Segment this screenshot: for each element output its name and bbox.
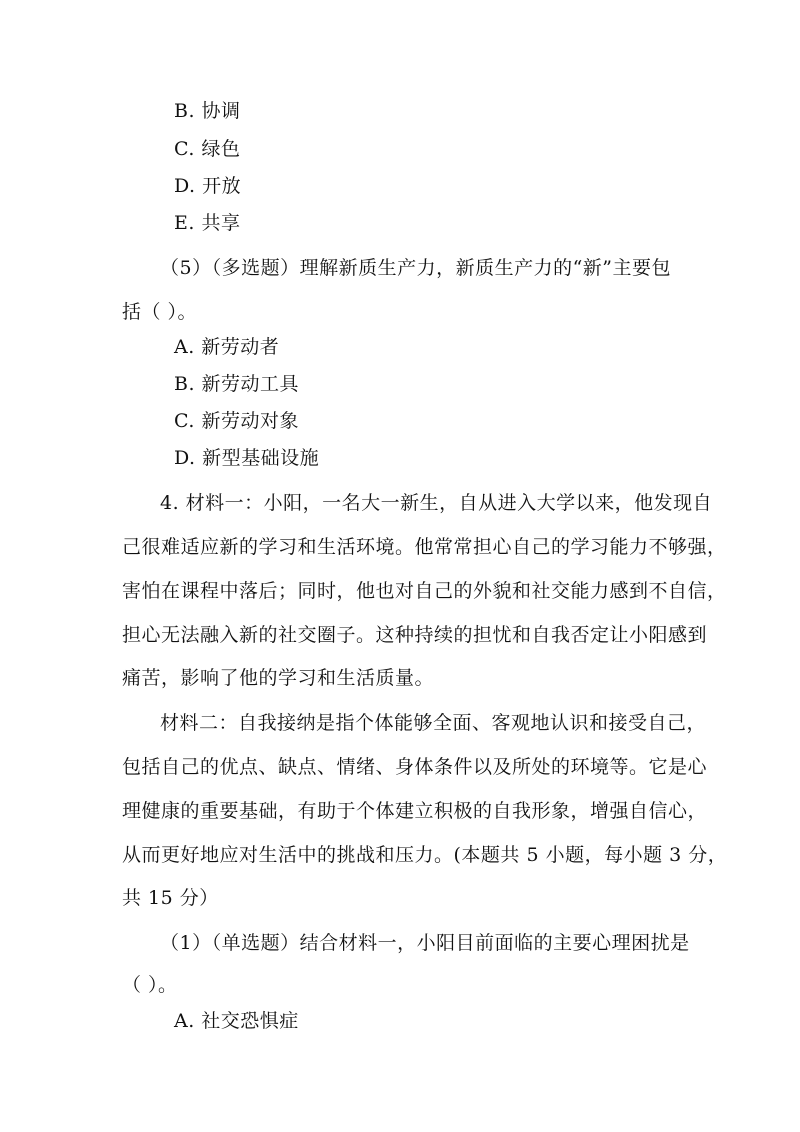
material-2-line-2: 包括自己的优点、缺点、情绪、身体条件以及所处的环境等。它是心 <box>122 756 708 778</box>
material-2-line-4: 从而更好地应对生活中的挑战和压力。(本题共 5 小题，每小题 3 分， <box>122 844 728 866</box>
option-c-green: C. 绿色 <box>174 138 241 160</box>
q5-option-b: B. 新劳动工具 <box>174 373 300 395</box>
option-b-coordination: B. 协调 <box>174 100 241 122</box>
material-1-line-4: 担心无法融入新的社交圈子。这种持续的担忧和自我否定让小阳感到 <box>122 624 708 646</box>
q4-1-option-a: A. 社交恐惧症 <box>174 1010 299 1032</box>
option-d-open: D. 开放 <box>174 175 242 197</box>
q5-option-c: C. 新劳动对象 <box>174 410 299 432</box>
q4-1-stem-line-1: （1）（单选题）结合材料一，小阳目前面临的主要心理困扰是 <box>160 932 690 954</box>
q4-1-stem-line-2: （ ）。 <box>122 974 178 996</box>
q5-option-a: A. 新劳动者 <box>174 336 280 358</box>
material-2-line-5: 共 15 分） <box>122 887 219 909</box>
material-1-line-2: 己很难适应新的学习和生活环境。他常常担心自己的学习能力不够强， <box>122 536 727 558</box>
q5-stem-line-2: 括（ ）。 <box>122 301 198 323</box>
material-2-line-3: 理健康的重要基础，有助于个体建立积极的自我形象，增强自信心， <box>122 800 708 822</box>
material-1-line-1: 4. 材料一：小阳，一名大一新生，自从进入大学以来，他发现自 <box>160 492 713 514</box>
q5-stem-line-1: （5）（多选题）理解新质生产力，新质生产力的“新”主要包 <box>160 257 672 279</box>
q5-option-d: D. 新型基础设施 <box>174 447 320 469</box>
material-1-line-3: 害怕在课程中落后；同时，他也对自己的外貌和社交能力感到不自信， <box>122 580 727 602</box>
material-1-line-5: 痛苦，影响了他的学习和生活质量。 <box>122 667 435 689</box>
option-e-shared: E. 共享 <box>174 212 241 234</box>
material-2-line-1: 材料二：自我接纳是指个体能够全面、客观地认识和接受自己， <box>160 712 707 734</box>
